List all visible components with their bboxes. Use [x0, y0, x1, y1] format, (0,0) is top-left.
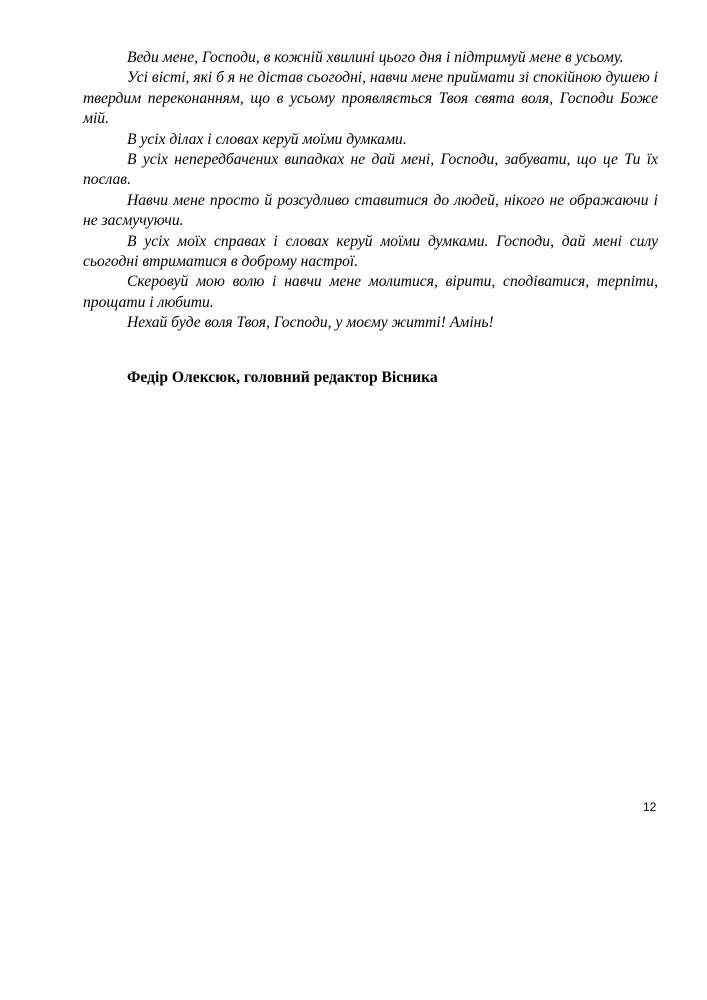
prayer-text [83, 48, 658, 334]
paragraph: В усіх ділах і словах керуй моїми думками. [127, 130, 407, 148]
paragraph: Навчи мене просто й розсудливо ставитися до людей, нікого не ображаючи і не засмучуючи. [83, 191, 658, 230]
paragraph: Усі вісті, які б я не дістав сьогодні, навчи мене приймати зі спокійною душею і твердим переконанням, що в усьому проявляється Твоя свята воля, Господи Боже мій. [83, 69, 658, 128]
paragraph: В усіх моїх справах і словах керуй моїми думками. Господи, дай мені силу сьогодні втриматися в доброму настрої. [83, 232, 658, 271]
author-signature: Федір Олексюк, головний редактор Вісника [127, 369, 438, 386]
paragraph: Нехай буде воля Твоя, Господи, у моєму житті! Амінь! [127, 314, 494, 332]
paragraph: В усіх непередбачених випадках не дай мені, Господи, забувати, що це Ти їх послав. [83, 151, 658, 189]
paragraph: Веди мене, Господи, в кожній хвилині цього дня і підтримуй мене в усьому. [127, 49, 624, 66]
page-number: 12 [643, 800, 657, 814]
paragraph: Скеровуй мою волю і навчи мене молитися, вірити, сподіватися, терпіти, прощати і любити. [83, 273, 658, 311]
